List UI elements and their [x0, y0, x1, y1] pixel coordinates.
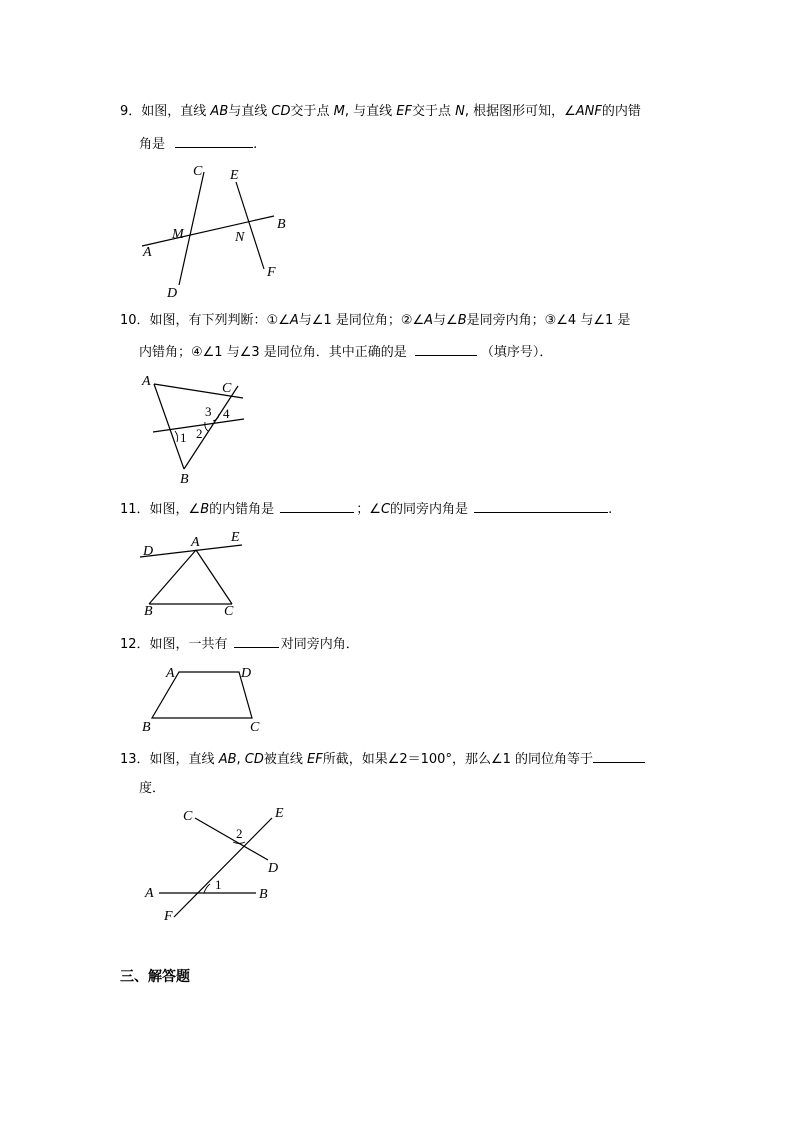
- q13-number: 13．: [120, 752, 150, 767]
- q11-text: 的内错角是: [209, 502, 275, 517]
- q10-a: A: [424, 313, 434, 328]
- q10-text: 内错角；④∠1 与∠3 是同位角．其中正确的是: [139, 345, 407, 360]
- q9-ef: EF: [396, 104, 412, 119]
- q10-b: B: [457, 313, 467, 328]
- q12-number: 12．: [120, 637, 150, 652]
- q9-text: , 根据图形可知，∠: [464, 104, 576, 119]
- q12-text: 如图，一共有: [149, 637, 228, 652]
- q13-line2-text: 度．: [139, 781, 166, 796]
- q11-label-c: C: [224, 604, 234, 619]
- q11-text: 如图，∠: [149, 502, 201, 517]
- q11-label-d: D: [143, 544, 154, 559]
- q9-label-b: B: [277, 217, 286, 232]
- q9-number: 9．: [120, 104, 142, 119]
- q10-text: 是同旁内角；③∠4 与∠1 是: [466, 313, 631, 328]
- q10-label-4: 4: [223, 406, 230, 421]
- q10-number: 10．: [120, 313, 150, 328]
- q13-label-f: F: [164, 909, 173, 924]
- q13-cd: CD: [244, 752, 264, 767]
- q13-label-d: D: [268, 861, 279, 876]
- q9-ab: AB: [210, 104, 229, 119]
- q11-c: C: [380, 502, 391, 517]
- q13-text: 如图，直线: [149, 752, 219, 767]
- q9-label-c: C: [193, 164, 203, 179]
- q10-text: 与∠: [433, 313, 458, 328]
- q9-text: 交于点: [290, 104, 334, 119]
- q9-text: 的内错: [601, 104, 641, 119]
- q13-line-cd: [195, 818, 268, 860]
- q9-end: .: [253, 137, 258, 152]
- q10-text: 如图，有下列判断：①∠: [149, 313, 290, 328]
- q9-m: M: [333, 104, 345, 119]
- q13-text: 被直线: [263, 752, 307, 767]
- q13-text: 所截，如果∠2＝100°，那么∠1 的同位角等于: [322, 752, 593, 767]
- q13-label-2: 2: [236, 826, 243, 841]
- q11-text: 的同旁内角是: [390, 502, 469, 517]
- q11-text: ；∠: [356, 502, 381, 517]
- q9-label-d: D: [167, 286, 178, 301]
- q12-text: 对同旁内角．: [280, 637, 359, 652]
- q11-label-e: E: [231, 530, 240, 545]
- q13-label-1: 1: [215, 877, 222, 892]
- q12-label-d: D: [241, 666, 252, 681]
- q9-text: 交于点: [411, 104, 456, 119]
- q9-line2-text: 角是: [139, 137, 166, 152]
- q9-label-a: A: [143, 245, 152, 260]
- q10-label-3: 3: [205, 404, 212, 419]
- q10-label-b: B: [180, 472, 189, 487]
- q10-label-2: 2: [196, 426, 203, 441]
- q11-end: .: [608, 502, 613, 517]
- q13-ab: AB: [218, 752, 237, 767]
- q9-text: 与直线: [228, 104, 272, 119]
- q13-label-a: A: [145, 886, 154, 901]
- q10-a: A: [289, 313, 299, 328]
- q13-ef: EF: [307, 752, 323, 767]
- q10-text: （填序号）．: [480, 345, 553, 360]
- q9-label-f: F: [267, 265, 276, 280]
- q10-text: 与∠1 是同位角；②∠: [298, 313, 425, 328]
- q12-label-c: C: [250, 720, 260, 735]
- q11-label-b: B: [144, 604, 153, 619]
- q11-number: 11．: [120, 502, 150, 517]
- q9-label-n: N: [235, 230, 245, 245]
- q12-label-a: A: [166, 666, 175, 681]
- q10-label-1: 1: [180, 430, 187, 445]
- q9-label-m: M: [172, 227, 184, 242]
- q10-label-c: C: [222, 381, 232, 396]
- q12-label-b: B: [142, 720, 151, 735]
- q13-text: ,: [236, 752, 245, 767]
- q9-cd: CD: [271, 104, 291, 119]
- q13-label-b: B: [259, 887, 268, 902]
- q9-n: N: [455, 104, 465, 119]
- q9-anf: ANF: [575, 104, 602, 119]
- q9-text: 如图，直线: [141, 104, 211, 119]
- q13-line-ef: [174, 818, 272, 917]
- q13-label-c: C: [183, 809, 193, 824]
- q11-label-a: A: [191, 535, 200, 550]
- q9-text: , 与直线: [344, 104, 397, 119]
- q13-label-e: E: [275, 806, 284, 821]
- section-heading: 三、解答题: [120, 969, 190, 985]
- q10-label-a: A: [142, 374, 151, 389]
- q9-label-e: E: [230, 168, 239, 183]
- q11-b: B: [200, 502, 210, 517]
